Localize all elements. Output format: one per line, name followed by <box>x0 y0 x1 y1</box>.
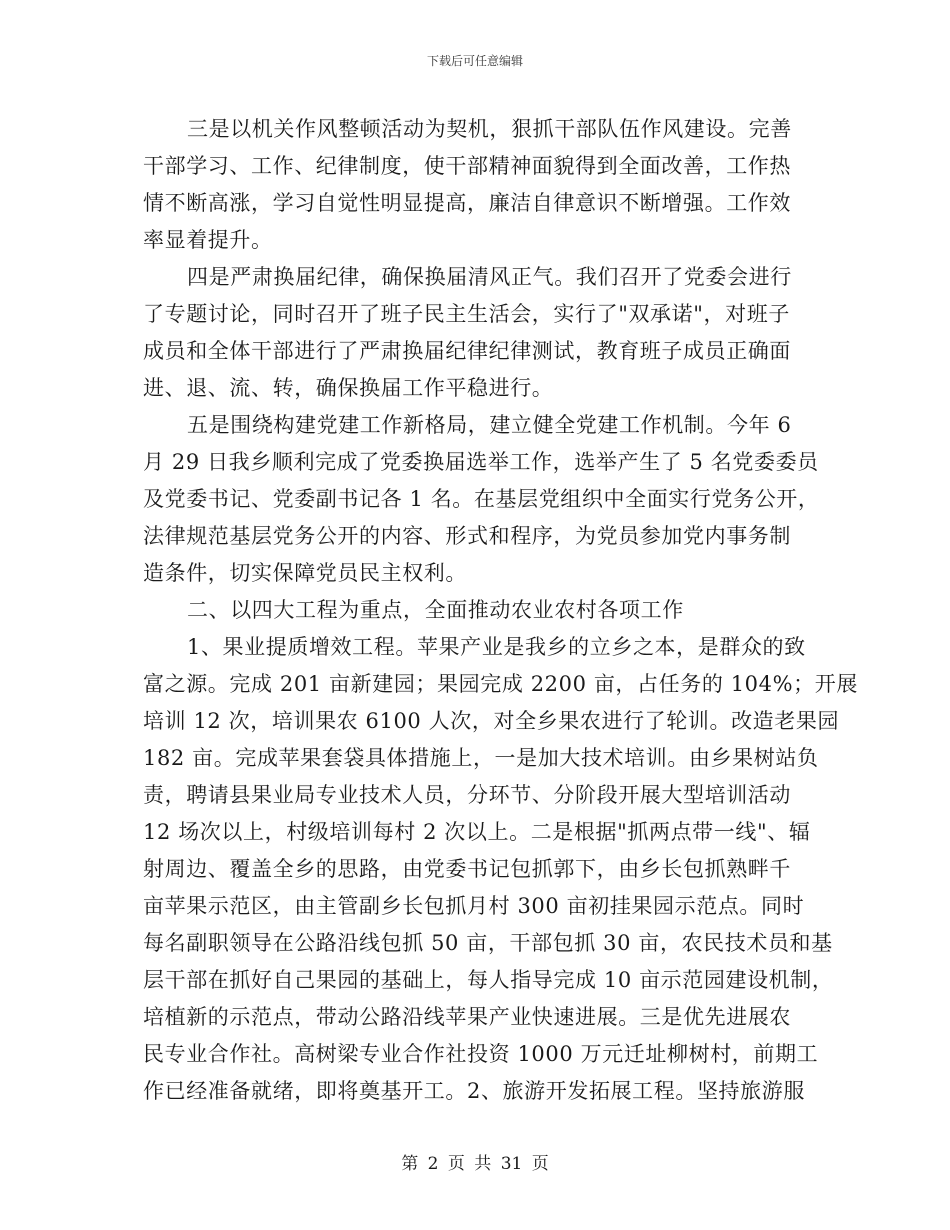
paragraph-line: 责，聘请县果业局专业技术人员，分环节、分阶段开展大型培训活动 <box>143 783 791 807</box>
paragraph-line: 作已经准备就绪，即将奠基开工。2、旅游开发拓展工程。坚持旅游服 <box>143 1079 805 1103</box>
paragraph-line: 富之源。完成 201 亩新建园；果园完成 2200 亩，占任务的 104%；开展 <box>143 672 858 696</box>
paragraph-line: 12 场次以上，村级培训每村 2 次以上。二是根据"抓两点带一线"、辐 <box>143 820 811 844</box>
paragraph-line: 培植新的示范点，带动公路沿线苹果产业快速进展。三是优先进展农 <box>143 1005 791 1029</box>
paragraph-line: 亩苹果示范区，由主管副乡长包抓月村 300 亩初挂果园示范点。同时 <box>143 894 805 918</box>
paragraph-line: 成员和全体干部进行了严肃换届纪律纪律测试，教育班子成员正确面 <box>143 339 791 363</box>
page-number-footer: 第 2 页 共 31 页 <box>401 1154 549 1174</box>
paragraph-line: 射周边、覆盖全乡的思路，由党委书记包抓郭下，由乡长包抓熟畔千 <box>143 857 791 881</box>
paragraph-line: 干部学习、工作、纪律制度，使干部精神面貌得到全面改善，工作热 <box>143 154 791 178</box>
paragraph-line: 培训 12 次，培训果农 6100 人次，对全乡果农进行了轮训。改造老果园 <box>143 709 840 733</box>
paragraph-line: 1、果业提质增效工程。苹果产业是我乡的立乡之本，是群众的致 <box>187 635 806 659</box>
paragraph-line: 及党委书记、党委副书记各 1 名。在基层党组织中全面实行党务公开， <box>143 487 820 511</box>
paragraph-line: 情不断高涨，学习自觉性明显提高，廉洁自律意识不断增强。工作效 <box>143 191 791 215</box>
page-header-note: 下载后可任意编辑 <box>426 54 523 68</box>
section-heading: 二、以四大工程为重点，全面推动农业农村各项工作 <box>187 598 684 622</box>
paragraph-line: 四是严肃换届纪律，确保换届清风正气。我们召开了党委会进行 <box>187 265 792 289</box>
paragraph-line: 率显着提升。 <box>143 228 273 252</box>
document-body <box>143 111 858 1110</box>
paragraph-line: 造条件，切实保障党员民主权利。 <box>143 561 467 585</box>
paragraph-line: 法律规范基层党务公开的内容、形式和程序，为党员参加党内事务制 <box>143 524 791 548</box>
paragraph-line: 民专业合作社。高树梁专业合作社投资 1000 万元迁址柳树村，前期工 <box>143 1042 819 1066</box>
paragraph-line: 月 29 日我乡顺利完成了党委换届选举工作，选举产生了 5 名党委委员 <box>143 450 819 474</box>
paragraph-line: 三是以机关作风整顿活动为契机，狠抓干部队伍作风建设。完善 <box>187 117 792 141</box>
paragraph-line: 了专题讨论，同时召开了班子民主生活会，实行了"双承诺"，对班子 <box>143 302 790 326</box>
paragraph-line: 每名副职领导在公路沿线包抓 50 亩，干部包抓 30 亩，农民技术员和基 <box>143 931 833 955</box>
paragraph-line: 五是围绕构建党建工作新格局，建立健全党建工作机制。今年 6 <box>187 413 792 437</box>
paragraph-line: 层干部在抓好自己果园的基础上，每人指导完成 10 亩示范园建设机制， <box>143 968 834 992</box>
paragraph-line: 进、退、流、转，确保换届工作平稳进行。 <box>143 376 554 400</box>
paragraph-line: 182 亩。完成苹果套袋具体措施上，一是加大技术培训。由乡果树站负 <box>143 746 819 770</box>
